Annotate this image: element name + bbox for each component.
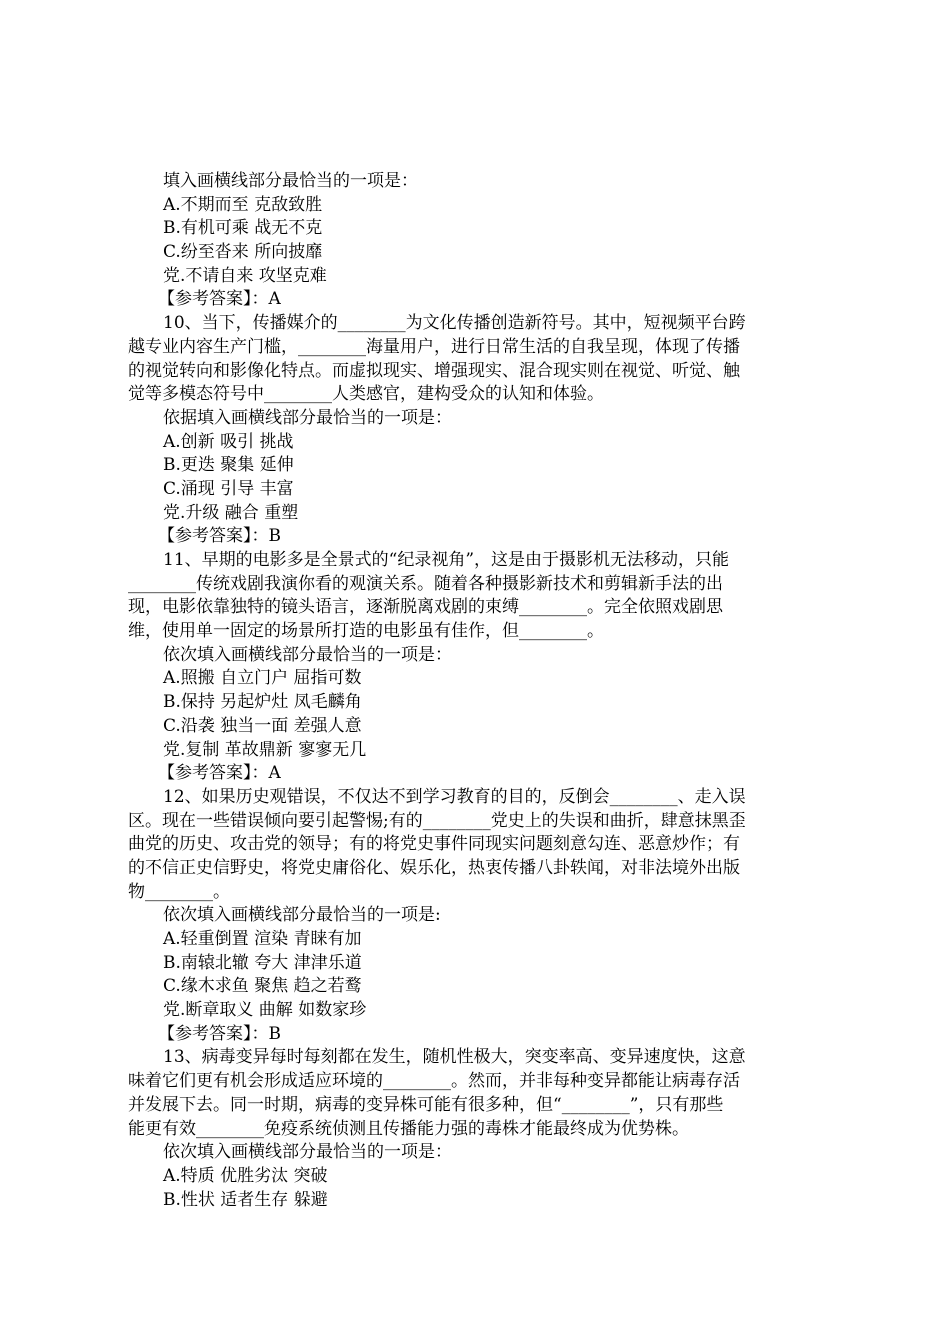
option-a: A.不期而至 克敌致胜	[163, 194, 323, 215]
question-block-13	[128, 1046, 832, 1212]
question-prompt: 依次填入画横线部分最恰当的一项是:	[163, 905, 441, 926]
question-text-line: 11、早期的电影多是全景式的“纪录视角”，这是由于摄影机无法移动，只能	[163, 550, 730, 570]
option-b: B.南辕北辙 夸大 津津乐道	[163, 952, 362, 973]
option-c: C.沿袭 独当一面 差强人意	[163, 715, 362, 736]
question-text-line: 10、当下，传播媒介的________为文化传播创造新符号。其中，短视频平台跨	[163, 313, 746, 334]
question-prompt: 依次填入画横线部分最恰当的一项是：	[163, 1142, 452, 1163]
question-block-12	[128, 786, 832, 1047]
option-d: 党.不请自来 攻坚克难	[163, 265, 327, 286]
option-d: 党.断章取义 曲解 如数家珍	[163, 1000, 367, 1021]
option-b: B.有机可乘 战无不克	[163, 218, 323, 239]
option-d: 党.升级 融合 重塑	[163, 502, 299, 523]
question-block-10	[128, 312, 832, 549]
question-text-line: ________传统戏剧我演你看的观演关系。随着各种摄影新技术和剪辑新手法的出	[128, 573, 723, 594]
option-b: B.更迭 聚集 延伸	[163, 455, 294, 476]
option-d: 党.复制 革故鼎新 寥寥无几	[163, 739, 367, 760]
reference-answer: 【参考答案】：B	[158, 1023, 281, 1044]
question-text-line: 物________。	[128, 881, 230, 902]
question-prompt: 填入画横线部分最恰当的一项是：	[163, 171, 418, 191]
question-text-line: 维，使用单一固定的场景所打造的电影虽有佳作，但________。	[128, 621, 604, 642]
question-prompt: 依次填入画横线部分最恰当的一项是：	[163, 644, 452, 665]
option-c: C.涌现 引导 丰富	[163, 478, 294, 499]
question-text-line: 越专业内容生产门槛，________海量用户，进行日常生活的自我呈现，体现了传播	[128, 336, 740, 357]
question-block-9	[128, 170, 832, 312]
option-c: C.纷至沓来 所向披靡	[163, 242, 323, 263]
question-text-line: 曲党的历史、攻击党的领导；有的将党史事件同现实问题刻意勾连、恶意炒作；有	[128, 834, 740, 855]
option-a: A.特质 优胜劣汰 突破	[163, 1165, 328, 1186]
option-a: A.轻重倒置 渲染 青睐有加	[163, 929, 362, 949]
question-text-line: 现，电影依靠独特的镜头语言，逐渐脱离戏剧的束缚________。完全依照戏剧思	[128, 597, 723, 618]
question-text-line: 味着它们更有机会形成适应环境的________。然而，并非每种变异都能让病毒存活	[128, 1071, 740, 1092]
reference-answer: 【参考答案】：A	[158, 763, 281, 784]
option-b: B.保持 另起炉灶 凤毛麟角	[163, 692, 362, 713]
question-block-11	[128, 549, 832, 786]
question-text-line: 觉等多模态符号中________人类感官，建构受众的认知和体验。	[128, 384, 604, 405]
document-page	[128, 170, 832, 1212]
question-prompt: 依据填入画横线部分最恰当的一项是：	[163, 407, 452, 428]
reference-answer: 【参考答案】：B	[158, 526, 281, 547]
option-b: B.性状 适者生存 躲避	[163, 1189, 328, 1210]
question-text-line: 13、病毒变异每时每刻都在发生，随机性极大，突变率高、变异速度快，这意	[163, 1047, 746, 1068]
question-text-line: 能更有效________免疫系统侦测且传播能力强的毒株才能最终成为优势株。	[128, 1118, 689, 1139]
question-text-line: 的不信正史信野史，将党史庸俗化、娱乐化，热衷传播八卦轶闻，对非法境外出版	[128, 857, 740, 878]
question-text-line: 并发展下去。同一时期，病毒的变异株可能有很多种，但“________”，只有那些	[128, 1094, 724, 1115]
question-text-line: 12、如果历史观错误，不仅达不到学习教育的目的，反倒会________、走入误	[163, 786, 746, 807]
reference-answer: 【参考答案】：A	[158, 289, 281, 310]
question-text-line: 区。现在一些错误倾向要引起警惕;有的________党史上的失误和曲折，肆意抹黑歪	[128, 810, 746, 831]
option-c: C.缘木求鱼 聚焦 趋之若鹜	[163, 976, 362, 997]
option-a: A.照搬 自立门户 屈指可数	[163, 668, 362, 689]
option-a: A.创新 吸引 挑战	[163, 431, 294, 452]
question-text-line: 的视觉转向和影像化特点。而虚拟现实、增强现实、混合现实则在视觉、听觉、触	[128, 360, 740, 381]
